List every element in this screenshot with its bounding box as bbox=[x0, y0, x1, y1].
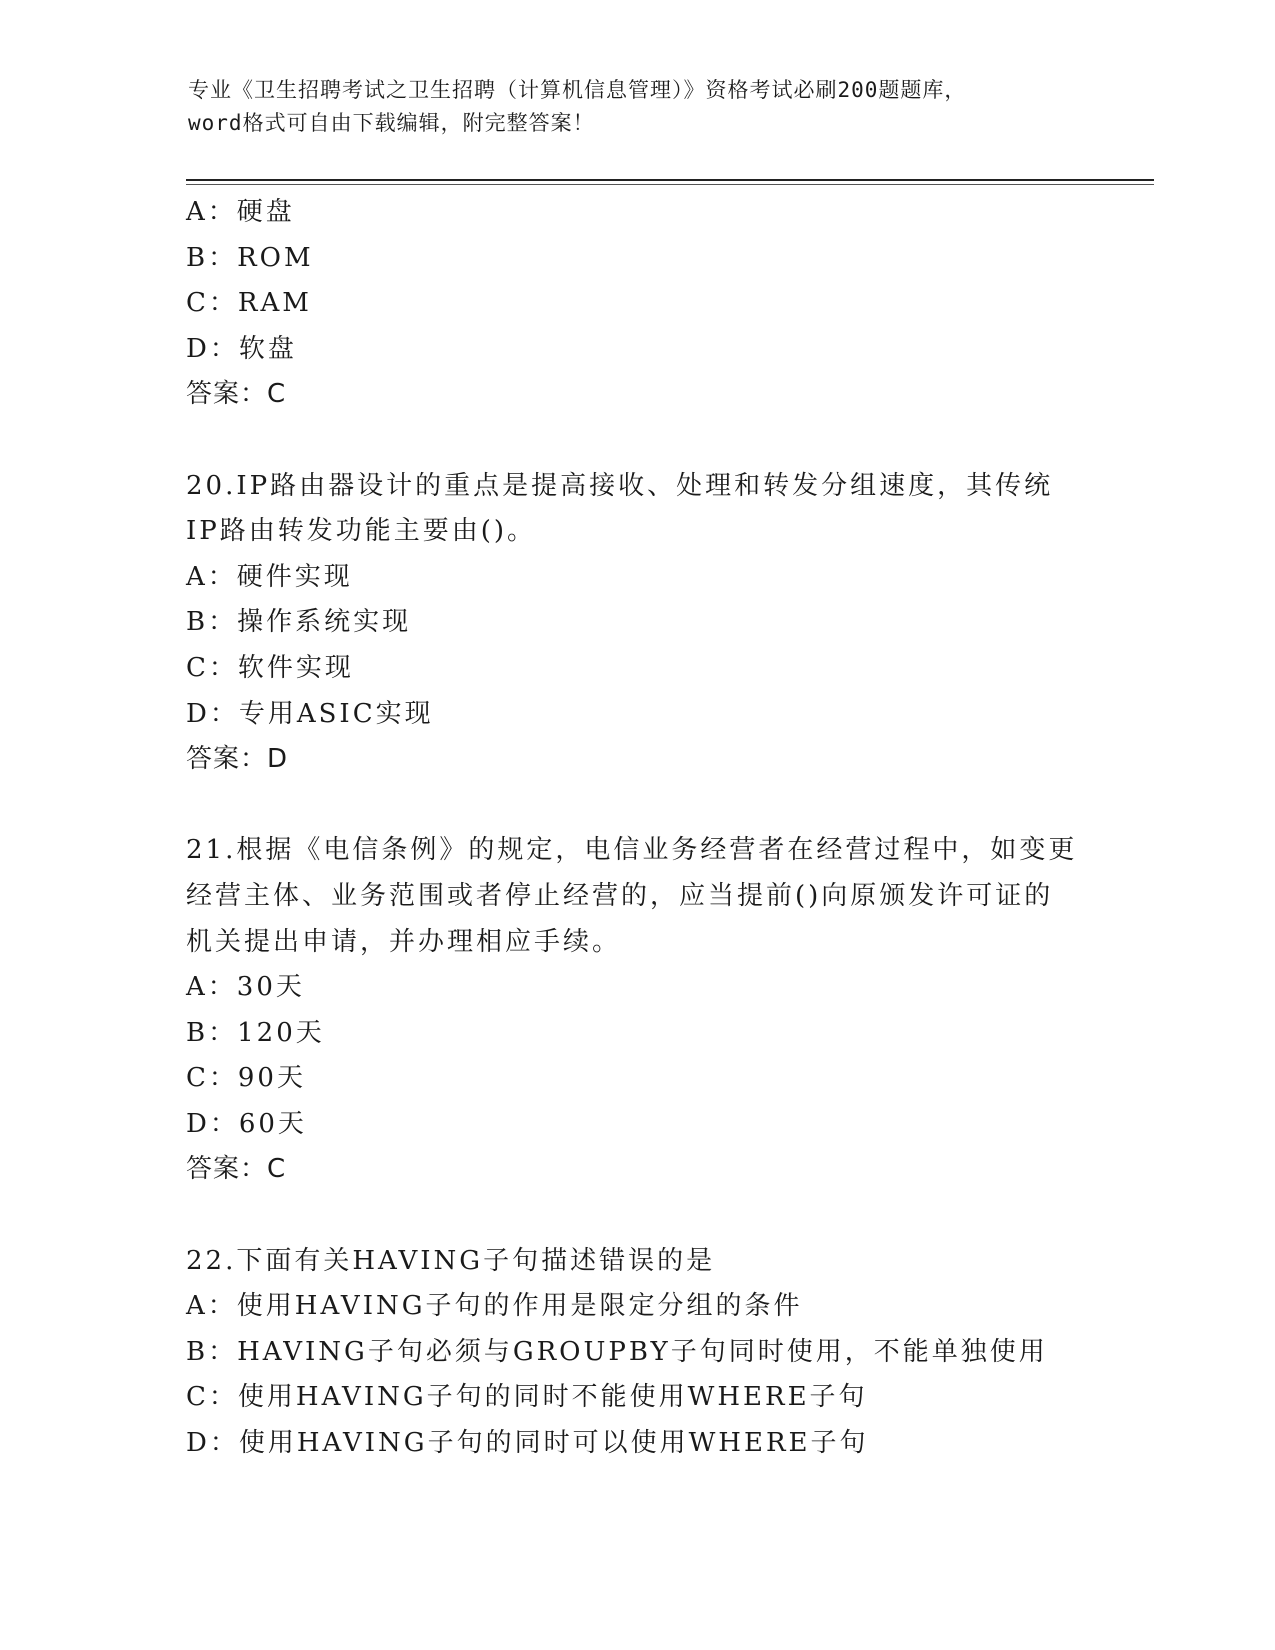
option-b: B：120天 bbox=[186, 1017, 325, 1048]
question-stem: 经营主体、业务范围或者停止经营的，应当提前()向原颁发许可证的 bbox=[186, 880, 1054, 911]
spacer bbox=[186, 783, 1086, 829]
answer: 答案：C bbox=[186, 379, 287, 410]
question-list bbox=[186, 190, 1086, 1467]
option-a: A：硬盘 bbox=[186, 197, 295, 227]
question-stem: IP路由转发功能主要由()。 bbox=[186, 516, 537, 547]
question-stem: 机关提出申请，并办理相应手续。 bbox=[186, 926, 622, 957]
option-a: A：30天 bbox=[186, 972, 305, 1003]
header-rule-thick bbox=[186, 179, 1154, 181]
answer: 答案：C bbox=[186, 1154, 287, 1185]
option-d: D：60天 bbox=[186, 1108, 307, 1139]
header-rule-thin bbox=[186, 184, 1154, 185]
option-a: A：硬件实现 bbox=[186, 561, 353, 592]
option-b: B：HAVING子句必须与GROUPBY子句同时使用，不能单独使用 bbox=[186, 1336, 1048, 1367]
option-d: D：软盘 bbox=[186, 333, 297, 364]
question-21 bbox=[186, 828, 1086, 1193]
question-22 bbox=[186, 1239, 1086, 1467]
option-c: C：90天 bbox=[186, 1063, 306, 1094]
header-line-1: 专业《卫生招聘考试之卫生招聘（计算机信息管理）》资格考试必刷200题题库， bbox=[188, 78, 967, 102]
option-a: A：使用HAVING子句的作用是限定分组的条件 bbox=[186, 1291, 803, 1322]
header-line-2: word格式可自由下载编辑，附完整答案！ bbox=[188, 111, 595, 135]
question-19 bbox=[186, 190, 1086, 418]
option-d: D：使用HAVING子句的同时可以使用WHERE子句 bbox=[186, 1428, 869, 1459]
question-stem: 20.IP路由器设计的重点是提高接收、处理和转发分组速度，其传统 bbox=[186, 470, 1054, 501]
question-stem: 21.根据《电信条例》的规定，电信业务经营者在经营过程中，如变更 bbox=[186, 835, 1078, 866]
document-header bbox=[188, 74, 1088, 140]
spacer bbox=[186, 1193, 1086, 1239]
option-b: B：操作系统实现 bbox=[186, 607, 412, 638]
option-c: C：使用HAVING子句的同时不能使用WHERE子句 bbox=[186, 1382, 868, 1413]
option-c: C：软件实现 bbox=[186, 652, 354, 683]
option-b: B：ROM bbox=[186, 242, 314, 273]
question-20 bbox=[186, 464, 1086, 783]
option-d: D：专用ASIC实现 bbox=[186, 698, 434, 729]
question-stem: 22.下面有关HAVING子句描述错误的是 bbox=[186, 1245, 716, 1276]
answer: 答案：D bbox=[186, 744, 289, 775]
spacer bbox=[186, 418, 1086, 464]
option-c: C：RAM bbox=[186, 288, 312, 319]
